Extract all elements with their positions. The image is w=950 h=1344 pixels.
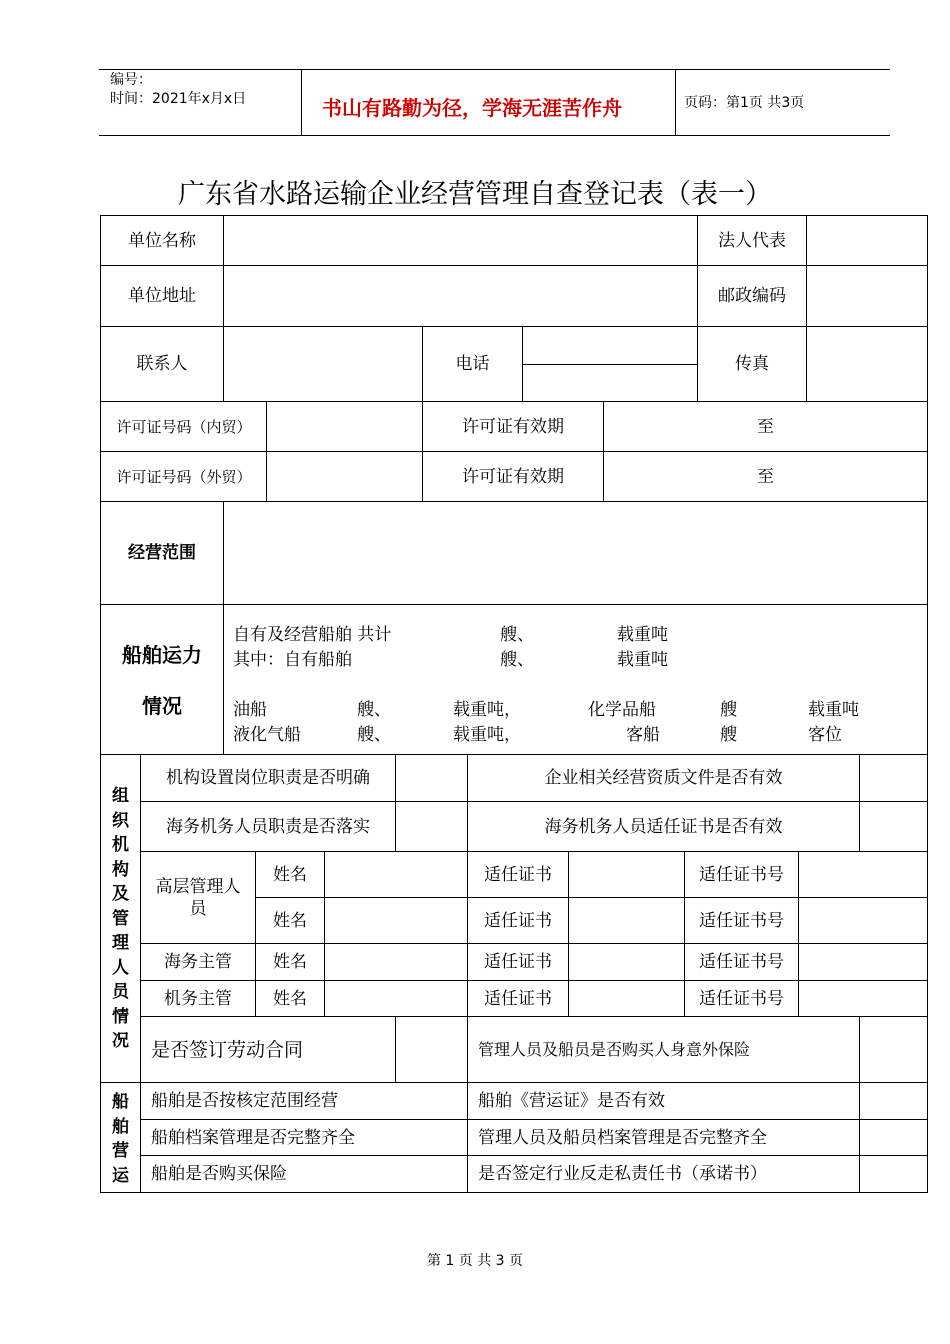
oil-ship-dwt: 载重吨，: [453, 700, 521, 720]
own-total-dwt: 载重吨: [617, 625, 668, 645]
maritime-cert-label: 海务机务人员适任证书是否有效: [544, 816, 783, 837]
senior-name-field-2[interactable]: [325, 898, 467, 943]
unit-name-field[interactable]: [224, 216, 697, 265]
license-domestic-label: 许可证号码（内贸）: [116, 417, 252, 436]
passenger-ship-ships: 艘: [720, 725, 737, 745]
org-label-char: 员: [112, 982, 129, 1003]
passenger-ship-label: 客船: [626, 725, 660, 745]
page-title: 广东省水路运输企业经营管理自查登记表（表一）: [178, 179, 772, 210]
anti-smuggling-label: 是否签定行业反走私责任书（承诺书）: [478, 1164, 767, 1184]
operation-cert-label: 船舶《营运证》是否有效: [478, 1091, 665, 1111]
page-footer: 第 1 页 共 3 页: [426, 1253, 524, 1269]
org-label-char: 构: [112, 859, 129, 880]
license-validity-label-1: 许可证有效期: [462, 416, 564, 437]
license-validity-label-2: 许可证有效期: [462, 466, 564, 487]
senior-certno-field-2[interactable]: [799, 898, 927, 943]
org-label-char: 理: [112, 933, 129, 954]
ops-label-char: 船: [112, 1092, 129, 1112]
org-label-char: 机: [112, 835, 129, 856]
license-foreign-label: 许可证号码（外贸）: [116, 467, 252, 486]
duty-clear-field[interactable]: [396, 755, 467, 801]
duty-clear-label: 机构设置岗位职责是否明确: [166, 768, 370, 788]
senior-cert-label-1: 适任证书: [484, 864, 552, 885]
own-total-text: 自有及经营船舶 共计: [233, 625, 392, 645]
phone-label: 电话: [455, 354, 490, 374]
capacity-label-2: 情况: [142, 694, 182, 718]
marine-supervisor-label: 海务主管: [164, 952, 232, 972]
org-label-char: 情: [112, 1006, 129, 1027]
org-section-label: [101, 780, 140, 1058]
engineering-cert-label: 适任证书: [484, 988, 552, 1009]
ops-label-char: 舶: [112, 1116, 129, 1137]
postal-code-label: 邮政编码: [718, 286, 786, 306]
marine-certno-label: 适任证书号: [699, 952, 784, 972]
unit-name-label: 单位名称: [128, 230, 196, 251]
license-validity-to-2[interactable]: 至: [757, 466, 774, 487]
senior-name-label-2: 姓名: [273, 910, 307, 931]
unit-address-label: 单位地址: [128, 286, 196, 306]
org-label-char: 况: [112, 1031, 129, 1052]
lpg-ship-ships: 艘、: [357, 725, 391, 745]
maritime-cert-field[interactable]: [860, 802, 927, 851]
chemical-ship-label: 化学品船: [588, 700, 656, 720]
senior-name-field-1[interactable]: [325, 852, 467, 897]
own-of-which-ships: 艘、: [500, 650, 534, 670]
anti-smuggling-field[interactable]: [860, 1156, 927, 1192]
time-label: 时间：2021年x月x日: [110, 91, 247, 107]
engineering-supervisor-label: 机务主管: [164, 988, 232, 1009]
senior-cert-field-2[interactable]: [569, 898, 684, 943]
marine-cert-field[interactable]: [569, 944, 684, 980]
phone-field-2[interactable]: [523, 365, 697, 401]
engineering-certno-field[interactable]: [799, 981, 927, 1016]
staff-files-label: 管理人员及船员档案管理是否完整齐全: [478, 1127, 767, 1148]
business-scope-field[interactable]: [224, 502, 927, 604]
qualification-valid-label: 企业相关经营资质文件是否有效: [544, 768, 783, 788]
unit-address-field[interactable]: [224, 266, 697, 326]
scope-check-label: 船舶是否按核定范围经营: [151, 1091, 338, 1111]
senior-mgmt-label: 高层管理人员: [155, 876, 241, 919]
org-label-char: 织: [112, 810, 129, 831]
own-of-which-dwt: 载重吨: [617, 650, 668, 670]
qualification-valid-field[interactable]: [860, 755, 927, 801]
motto-text: 书山有路勤为径，学海无涯苦作舟: [322, 96, 622, 120]
marine-name-label: 姓名: [273, 952, 307, 972]
contact-field[interactable]: [224, 327, 422, 401]
legal-rep-label: 法人代表: [718, 230, 786, 251]
own-of-which-text: 其中：自有船舶: [233, 650, 352, 670]
senior-cert-field-1[interactable]: [569, 852, 684, 897]
license-domestic-field[interactable]: [267, 402, 422, 451]
license-foreign-field[interactable]: [267, 452, 422, 501]
staff-files-field[interactable]: [860, 1120, 927, 1155]
number-label: 编号：: [110, 72, 152, 88]
capacity-label-1: 船舶运力: [122, 643, 202, 667]
senior-name-label-1: 姓名: [273, 864, 307, 885]
ops-label-char: 运: [112, 1165, 129, 1186]
org-label-char: 人: [112, 957, 129, 978]
org-label-char: 及: [112, 884, 129, 905]
phone-field-1[interactable]: [523, 327, 697, 364]
oil-ship-label: 油船: [233, 700, 267, 720]
operation-cert-field[interactable]: [860, 1083, 927, 1119]
engineering-cert-field[interactable]: [569, 981, 684, 1016]
own-total-ships: 艘、: [500, 625, 534, 645]
fax-label: 传真: [735, 354, 769, 374]
labor-contract-label: 是否签订劳动合同: [151, 1038, 304, 1061]
senior-certno-label-1: 适任证书号: [699, 864, 784, 885]
insurance-label: 船舶是否购买保险: [151, 1164, 287, 1184]
fax-field[interactable]: [807, 327, 927, 401]
maritime-duty-label: 海务机务人员职责是否落实: [166, 816, 370, 837]
senior-certno-label-2: 适任证书号: [699, 910, 784, 931]
page-info: 页码：第1页 共3页: [684, 95, 805, 111]
passenger-ship-seats: 客位: [808, 725, 842, 745]
engineering-name-label: 姓名: [273, 988, 307, 1009]
legal-rep-field[interactable]: [807, 216, 927, 265]
org-label-char: 管: [112, 908, 129, 929]
maritime-duty-field[interactable]: [396, 802, 467, 851]
oil-ship-ships: 艘、: [357, 700, 391, 720]
file-mgmt-label: 船舶档案管理是否完整齐全: [151, 1127, 355, 1148]
marine-cert-label: 适任证书: [484, 952, 552, 972]
license-validity-to-1[interactable]: 至: [757, 416, 774, 437]
org-label-char: 组: [112, 786, 129, 807]
accident-insurance-field[interactable]: [860, 1017, 927, 1082]
marine-name-field[interactable]: [325, 944, 467, 980]
postal-code-field[interactable]: [807, 266, 927, 326]
contact-label: 联系人: [136, 354, 188, 374]
accident-insurance-label: 管理人员及船员是否购买人身意外保险: [478, 1039, 751, 1059]
ops-label-char: 营: [112, 1141, 129, 1161]
ops-section-label: [101, 1086, 140, 1192]
chemical-ship-dwt: 载重吨: [808, 700, 859, 720]
lpg-ship-label: 液化气船: [233, 725, 301, 745]
engineering-name-field[interactable]: [325, 981, 467, 1016]
engineering-certno-label: 适任证书号: [699, 988, 784, 1009]
business-scope-label: 经营范围: [128, 543, 196, 563]
chemical-ship-ships: 艘: [720, 700, 737, 720]
marine-certno-field[interactable]: [799, 944, 927, 980]
labor-contract-field[interactable]: [396, 1017, 467, 1082]
lpg-ship-dwt: 载重吨，: [453, 725, 521, 745]
senior-certno-field-1[interactable]: [799, 852, 927, 897]
senior-cert-label-2: 适任证书: [484, 910, 552, 931]
